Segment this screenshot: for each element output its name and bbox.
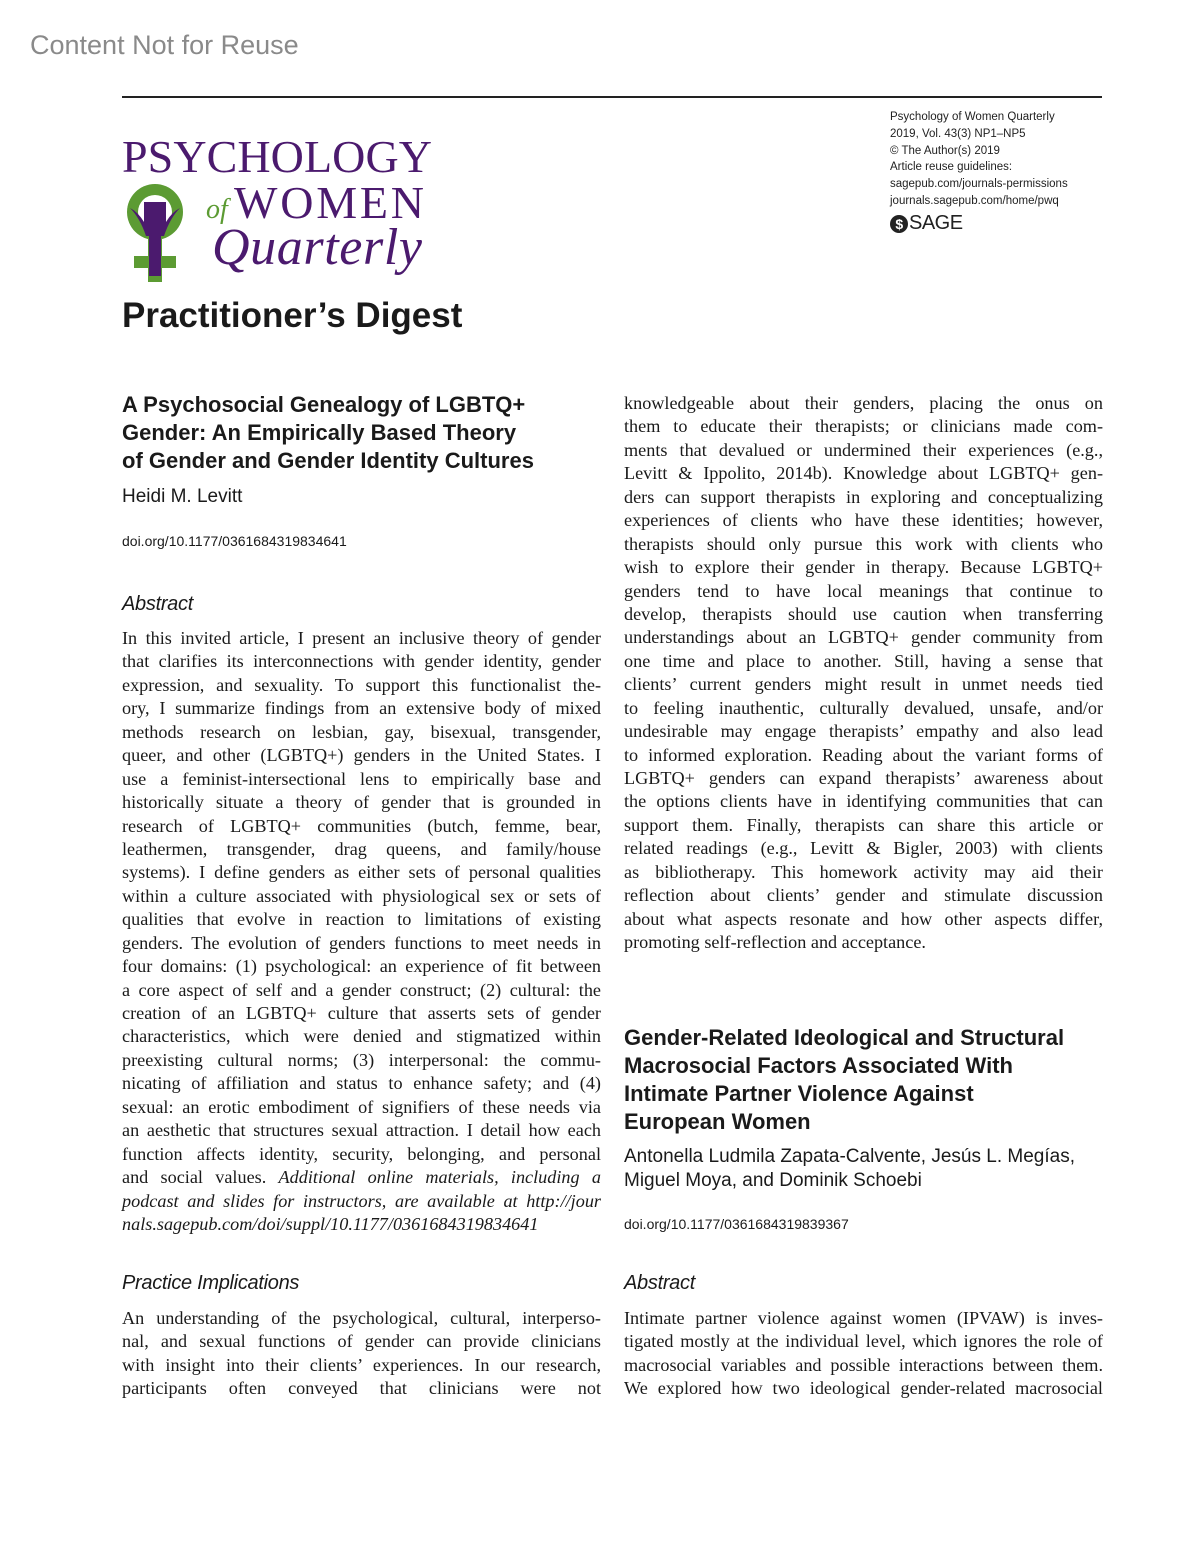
text-line: promoting self-reflection and acceptance. <box>624 932 926 953</box>
practice-implications-text <box>122 1307 601 1401</box>
logo-women: WOMEN <box>234 177 424 228</box>
text-line: four domains: (1) psychological: an experience of fit between <box>122 956 601 977</box>
text-line: with insight into their clients’ experiences. In our research, <box>122 1354 601 1375</box>
article2-abstract-heading: Abstract <box>624 1272 695 1294</box>
text-line: Intimate partner violence against women (IPVAW) is inves- <box>624 1308 1103 1328</box>
article1-abstract-heading: Abstract <box>122 593 193 615</box>
text-line: historically situate a theory of gender that is grounded in <box>122 792 601 813</box>
title-line: European Women <box>624 1109 811 1134</box>
text-line: to feeling inauthentic, culturally devalued, unsafe, and/or <box>624 697 1103 718</box>
meta-line: © The Author(s) 2019 <box>890 144 1000 157</box>
text-line: research of LGBTQ+ communities (butch, femme, bear, <box>122 815 601 836</box>
text-line: them to educate their therapists; or clinicians made com- <box>624 416 1103 437</box>
journal-home-link[interactable]: journals.sagepub.com/home/pwq <box>890 194 1059 207</box>
author-line: Antonella Ludmila Zapata-Calvente, Jesús L. Megías, <box>624 1146 1075 1167</box>
text-line: ders can support therapists in exploring and conceptualizing <box>624 486 1103 507</box>
logo-psychology: PSYCHOLOGY <box>122 132 432 182</box>
permissions-link[interactable]: sagepub.com/journals-permissions <box>890 178 1068 191</box>
text-line: An understanding of the psychological, cultural, interperso- <box>122 1308 601 1328</box>
text-line: LGBTQ+ genders can expand therapists’ awareness about <box>624 768 1103 788</box>
text-line: related readings (e.g., Levitt & Bigler, 2003) with clients <box>624 838 1103 859</box>
sage-s-icon: $ <box>890 215 908 233</box>
text-line: one time and place to another. Still, having a sense that <box>624 650 1103 671</box>
text-line: use a feminist-intersectional lens to empirically base and <box>122 768 601 789</box>
text-line: creation of an LGBTQ+ culture that asserts sets of gender <box>122 1003 601 1023</box>
text-line: ments that devalued or undermined their experiences (e.g., <box>624 439 1103 460</box>
text-line: as bibliotherapy. This homework activity may aid their <box>624 861 1103 882</box>
text-line: function affects identity, security, belonging, and personal <box>122 1143 601 1164</box>
text-line: nal, and sexual functions of gender can provide clinicians <box>122 1331 601 1352</box>
text-line: leathermen, transgender, drag queens, and family/house <box>122 838 601 859</box>
text-line: systems). I define genders as either sets of personal qualities <box>122 862 601 883</box>
journal-meta <box>890 109 1068 210</box>
text-line: methods research on lesbian, gay, bisexual, transgender, <box>122 721 601 742</box>
text-line: that clarifies its interconnections with gender identity, gender <box>122 651 601 672</box>
meta-line: 2019, Vol. 43(3) NP1–NP5 <box>890 127 1026 140</box>
supplement-link[interactable]: nals.sagepub.com/doi/suppl/10.1177/0361684319834641 <box>122 1213 539 1234</box>
meta-line: Article reuse guidelines: <box>890 161 1013 174</box>
logo-quarterly: Quarterly <box>212 219 422 276</box>
italic-text-span: Additional online materials, including a <box>278 1167 601 1188</box>
text-line: sexual: an erotic embodiment of signifiers of these needs via <box>122 1096 601 1117</box>
text-line: queer, and other (LGBTQ+) genders in the United States. I <box>122 745 601 766</box>
venus-symbol-icon <box>127 184 183 282</box>
author-line: Miguel Moya, and Dominik Schoebi <box>624 1170 922 1191</box>
sage-wordmark: SAGE <box>909 212 963 234</box>
text-line: develop, therapists should use caution when transferring <box>624 603 1103 624</box>
title-line: Macrosocial Factors Associated With <box>624 1053 1013 1078</box>
text-line: a core aspect of self and a gender construct; (2) cultural: the <box>122 979 601 1000</box>
article1-title <box>122 391 534 475</box>
text-line: preexisting cultural norms; (3) interpersonal: the commu- <box>122 1049 601 1070</box>
text-line: genders. The evolution of genders functions to meet needs in <box>122 932 601 953</box>
section-title: Practitioner’s Digest <box>122 296 463 335</box>
title-line: Gender: An Empirically Based Theory <box>122 420 517 445</box>
sage-logo <box>890 212 963 235</box>
meta-line: Psychology of Women Quarterly <box>890 111 1055 123</box>
text-line: ory, I summarize findings from an extensive body of mixed <box>122 698 601 719</box>
text-line: about what aspects resonate and how other aspects differ, <box>624 908 1103 929</box>
watermark-text: Content Not for Reuse <box>30 30 299 60</box>
article1-doi-link[interactable]: doi.org/10.1177/0361684319834641 <box>122 533 347 549</box>
text-line: within a culture associated with physiological sex or sets of <box>122 885 601 906</box>
article2-doi-link[interactable]: doi.org/10.1177/0361684319839367 <box>624 1216 849 1232</box>
text-line: undesirable may engage therapists’ empathy and also lead <box>624 721 1103 742</box>
text-line: participants often conveyed that clinicians were not <box>122 1378 601 1399</box>
text-line: the options clients have in identifying communities that can <box>624 791 1103 812</box>
title-line: Intimate Partner Violence Against <box>624 1081 974 1106</box>
text-line: support them. Finally, therapists can share this article or <box>624 814 1103 835</box>
text-line: wish to explore their gender in therapy. Because LGBTQ+ <box>624 557 1103 578</box>
text-span: and social values. <box>122 1167 279 1188</box>
text-line: expression, and sexuality. To support this functionalist the- <box>122 674 601 695</box>
text-line: characteristics, which were denied and stigmatized within <box>122 1026 601 1047</box>
practice-implications-continued <box>624 392 1103 955</box>
text-line: reflection about clients’ gender and stimulate discussion <box>624 885 1103 906</box>
text-line: tigated mostly at the individual level, which ignores the role of <box>624 1331 1103 1352</box>
text-line: an aesthetic that structures sexual attraction. I detail how each <box>122 1120 601 1141</box>
article1-abstract <box>122 627 601 1236</box>
article1-author: Heidi M. Levitt <box>122 486 243 507</box>
text-line: experiences of clients who have these identities; however, <box>624 510 1103 531</box>
text-line <box>122 1166 601 1189</box>
article2-abstract <box>624 1307 1103 1401</box>
text-line: to informed exploration. Reading about the variant forms of <box>624 744 1103 765</box>
text-line: clients’ current genders might result in unmet needs tied <box>624 674 1103 695</box>
text-line: therapists should only pursue this work with clients who <box>624 533 1103 554</box>
practice-implications-heading: Practice Implications <box>122 1272 300 1294</box>
text-line: knowledgeable about their genders, placing the onus on <box>624 393 1103 413</box>
journal-logo <box>122 132 442 282</box>
article2-authors <box>624 1145 1075 1193</box>
text-line: qualities that evolve in reaction to limitations of existing <box>122 909 601 930</box>
title-line: of Gender and Gender Identity Cultures <box>122 448 534 473</box>
text-line: Levitt & Ippolito, 2014b). Knowledge about LGBTQ+ gen- <box>624 463 1103 484</box>
article2-title <box>624 1024 1064 1136</box>
title-line: Gender-Related Ideological and Structural <box>624 1025 1065 1050</box>
text-line: genders tend to have local meanings that continue to <box>624 580 1103 601</box>
text-line: We explored how two ideological gender-related macrosocial <box>624 1378 1103 1399</box>
text-line: In this invited article, I present an inclusive theory of gender <box>122 628 601 648</box>
header-rule <box>122 96 1102 98</box>
text-line: nicating of affiliation and status to enhance safety; and (4) <box>122 1073 601 1094</box>
text-line: understandings about an LGBTQ+ gender community from <box>624 627 1103 648</box>
title-line: A Psychosocial Genealogy of LGBTQ+ <box>122 392 526 417</box>
text-line: macrosocial variables and possible interactions between them. <box>624 1354 1103 1375</box>
text-line: podcast and slides for instructors, are available at http://jour <box>122 1190 601 1211</box>
logo-of: of <box>206 194 228 225</box>
